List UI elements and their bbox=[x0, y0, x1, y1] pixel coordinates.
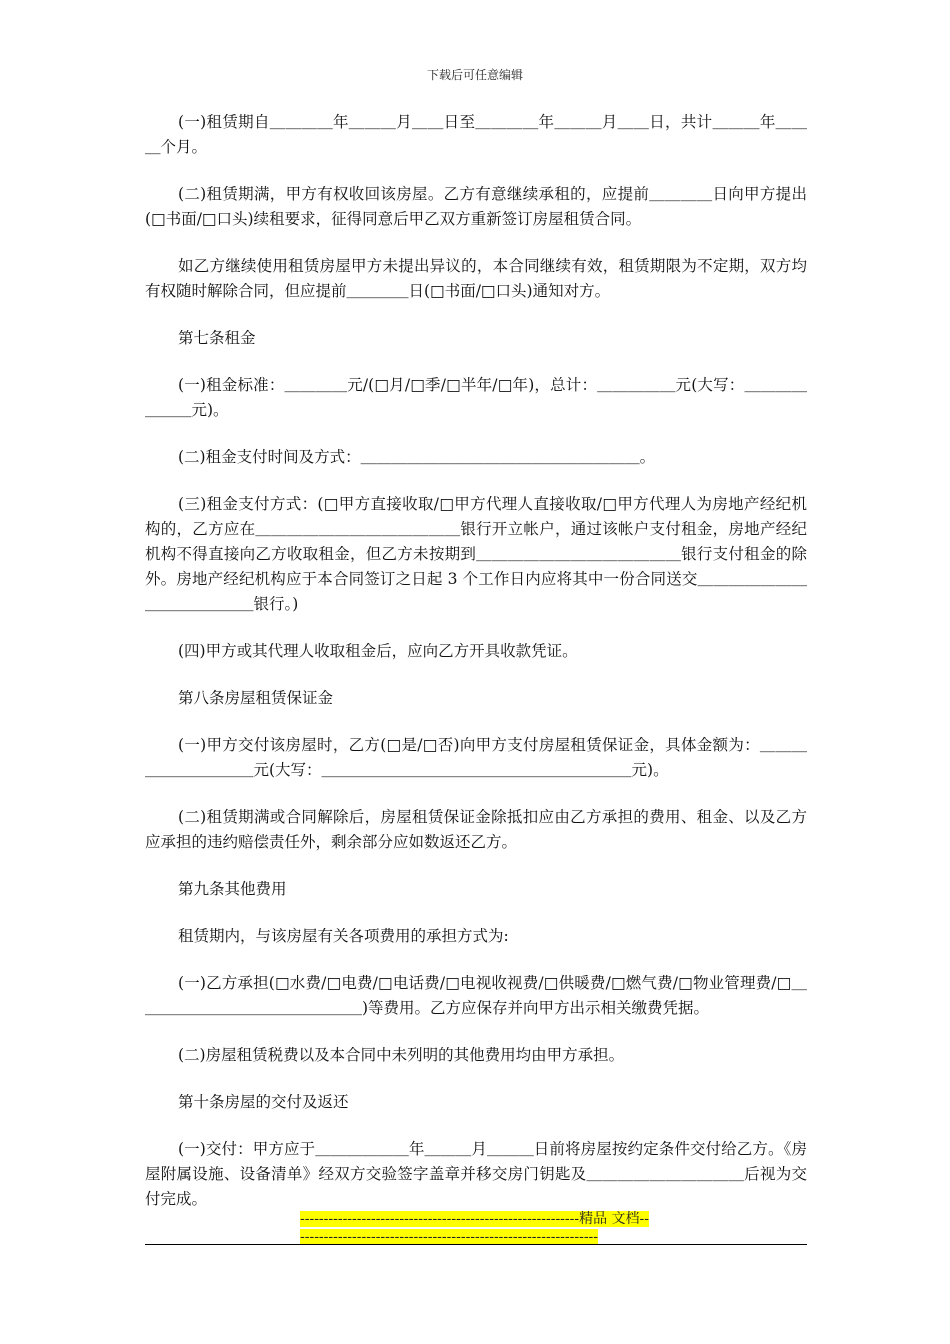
section-heading-handover: 第十条房屋的交付及返还 bbox=[178, 1093, 349, 1111]
paragraph-rent-receipt: (四)甲方或其代理人收取租金后，应向乙方开具收款凭证。 bbox=[178, 642, 578, 660]
paragraph-deposit-return: (二)租赁期满或合同解除后，房屋租赁保证金除抵扣应由乙方承担的费用、租金、以及乙方应承担的违约赔偿责任外，剩余部分应如数返还乙方。 bbox=[145, 808, 807, 851]
section-heading-deposit: 第八条房屋租赁保证金 bbox=[178, 689, 334, 707]
paragraph-indefinite-term: 如乙方继续使用租赁房屋甲方未提出异议的，本合同继续有效，租赁期限为不定期，双方均有权随时解除合同，但应提前＿＿＿＿日(□书面/□口头)通知对方。 bbox=[145, 257, 807, 300]
footer-banner-text: -----------------------------------------------------------精品 文档----------------------------------------------------------------- bbox=[300, 1211, 650, 1245]
paragraph-rent-payment-time: (二)租金支付时间及方式：＿＿＿＿＿＿＿＿＿＿＿＿＿＿＿＿＿＿。 bbox=[178, 448, 656, 466]
paragraph-handover: (一)交付：甲方应于＿＿＿＿＿＿年＿＿＿月＿＿＿日前将房屋按约定条件交付给乙方。《房屋附属设施、设备清单》经双方交验签字盖章并移交房门钥匙及＿＿＿＿＿＿＿＿＿＿后视为交付完成。 bbox=[145, 1140, 807, 1208]
footer-divider bbox=[145, 1244, 807, 1245]
page-header: 下载后可任意编辑 bbox=[426, 68, 523, 82]
document-body bbox=[145, 110, 807, 1234]
paragraph-tenant-fees: (一)乙方承担(□水费/□电费/□电话费/□电视收视费/□供暖费/□燃气费/□物业管理费/□＿＿＿＿＿＿＿＿＿＿＿＿＿＿＿)等费用。乙方应保存并向甲方出示相关缴费凭据。 bbox=[145, 974, 807, 1017]
paragraph-lease-renewal: (二)租赁期满，甲方有权收回该房屋。乙方有意继续承租的，应提前＿＿＿＿日向甲方提出(□书面/□口头)续租要求，征得同意后甲乙双方重新签订房屋租赁合同。 bbox=[145, 185, 807, 228]
footer-banner bbox=[300, 1210, 650, 1246]
paragraph-deposit-amount: (一)甲方交付该房屋时，乙方(□是/□否)向甲方支付房屋租赁保证金，具体金额为：＿＿＿＿＿＿＿＿＿＿元(大写：＿＿＿＿＿＿＿＿＿＿＿＿＿＿＿＿＿＿＿＿元)。 bbox=[145, 736, 807, 779]
paragraph-lease-term: (一)租赁期自＿＿＿＿年＿＿＿月＿＿日至＿＿＿＿年＿＿＿月＿＿日，共计＿＿＿年＿＿＿个月。 bbox=[145, 113, 807, 156]
paragraph-rent-standard: (一)租金标准：＿＿＿＿元/(□月/□季/□半年/□年)，总计：＿＿＿＿＿元(大写：＿＿＿＿＿＿＿元)。 bbox=[145, 376, 807, 419]
section-heading-other-fees: 第九条其他费用 bbox=[178, 880, 287, 898]
paragraph-rent-payment-method: (三)租金支付方式：(□甲方直接收取/□甲方代理人直接收取/□甲方代理人为房地产经纪机构的，乙方应在＿＿＿＿＿＿＿＿＿＿＿＿＿银行开立帐户，通过该帐户支付租金，房地产经纪机构不得直接向乙方收取租金，但乙方未按期到＿＿＿＿＿＿＿＿＿＿＿＿＿银行支付租金的除外。房地产经纪机构应于本合同签订之日起 3 个工作日内应将其中一份合同送交＿＿＿＿＿＿＿＿＿＿＿＿＿＿银行。) bbox=[145, 495, 807, 613]
paragraph-fees-intro: 租赁期内，与该房屋有关各项费用的承担方式为: bbox=[178, 927, 509, 945]
section-heading-rent: 第七条租金 bbox=[178, 329, 256, 347]
paragraph-landlord-fees: (二)房屋租赁税费以及本合同中未列明的其他费用均由甲方承担。 bbox=[178, 1046, 625, 1064]
